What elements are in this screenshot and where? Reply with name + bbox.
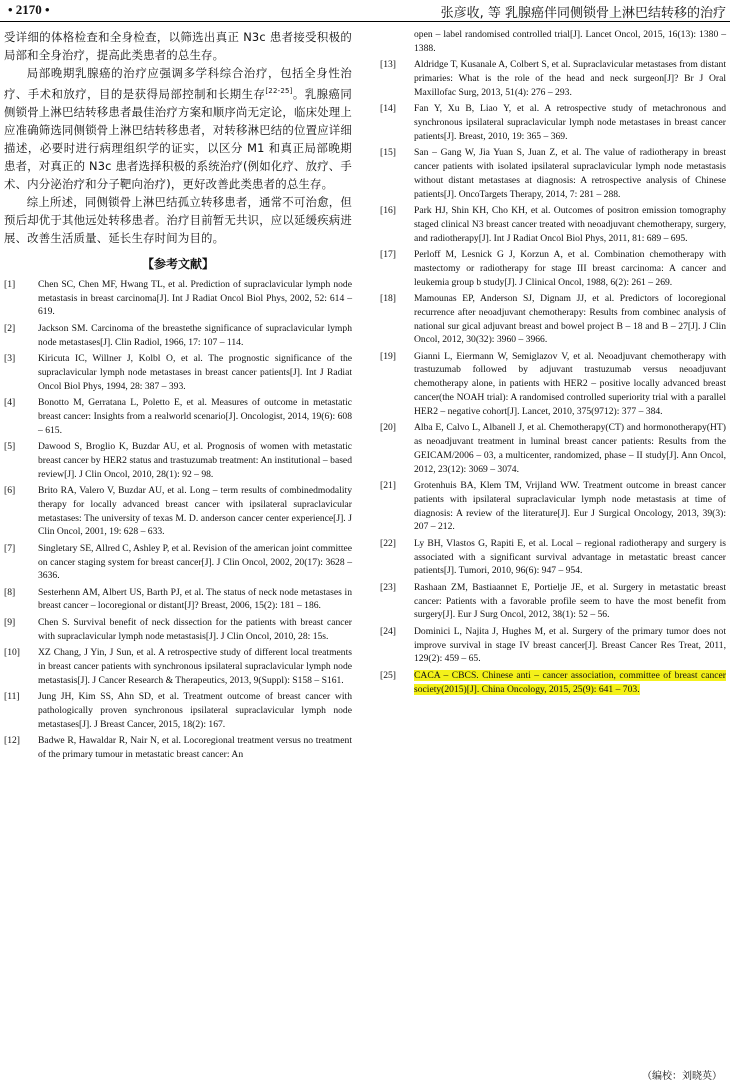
reference-text: Park HJ, Shin KH, Cho KH, et al. Outcomes of positron emission tomography staged clinical N3 breast cancer treated with neoadjuvant chemotherapy, surgery, and radiotherapy[J]. Int J Radiat Oncol Biol Phys, 2011, 81: 689 – 695. — [414, 204, 726, 244]
reference-text: Badwe R, Hawaldar R, Nair N, et al. Locoregional treatment versus no treatment of the primary tumour in metastatic breast cancer: An — [38, 735, 352, 760]
reference-item — [380, 350, 726, 419]
reference-item — [4, 352, 352, 393]
running-title: 张彦收, 等 乳腺癌伴同侧锁骨上淋巴结转移的治疗 — [440, 6, 726, 21]
reference-item — [4, 586, 352, 614]
reference-number: [13] — [380, 59, 396, 71]
reference-text: Perloff M, Lesnick G J, Korzun A, et al. Combination chemotherapy with mastectomy or radiotherapy for stage III breast carcinoma: A cancer and leukemia group b study[J]. J Clinical Oncol, 1988, 6(2): 261 – 269. — [414, 248, 726, 288]
body-paragraph-1: 受详细的体格检查和全身检查，以筛选出真正 N3c 患者接受积极的局部和全身治疗，提高此类患者的总生存。 — [4, 30, 352, 62]
reference-item — [380, 102, 726, 143]
reference-number: [15] — [380, 147, 396, 159]
reference-text: Kiricuta IC, Willner J, Kolbl O, et al. The prognostic significance of the supraclavicular lymph node metastases in breast cancer patients[J]. Int J Radiat Oncol Biol Phys, 1994, 28: 387 – 393. — [38, 352, 352, 392]
reference-item — [380, 204, 726, 245]
reference-number: [6] — [4, 484, 16, 496]
reference-item — [380, 581, 726, 622]
reference-number: [5] — [4, 440, 16, 452]
reference-text: Dominici L, Najita J, Hughes M, et al. Surgery of the primary tumor does not improve survival in stage IV breast cancer[J]. Breast Cancer Res Treat, 2011, 129(2): 459 – 65. — [414, 625, 726, 665]
reference-text: Mamounas EP, Anderson SJ, Dignam JJ, et al. Predictors of locoregional recurrence after neoadjuvant chemotherapy: Results from combinec analysis of national sur gical adjuvant breast and bowel project B – 18 and B – 27[J]. J Clin Oncol, 2012, 30(32): 3960 – 3966. — [414, 292, 726, 346]
reference-text: Rashaan ZM, Bastiaannet E, Portielje JE, et al. Surgery in metastatic breast cancer: Patients with a favorable profile seem to have the most benefit from surgery[J]. Eur J Surg Oncol, 2012, 38(1): 52 – 56. — [414, 581, 726, 621]
reference-text: Grotenhuis BA, Klem TM, Vrijland WW. Treatment outcome in breast cancer patients with ipsilateral supraclavicular lymph node metastasis at time of diagnosis: A review of the literature[J]. Eur J Surgical Oncology, 2013, 39(3): 207 – 212. — [414, 480, 726, 533]
reference-text: Ly BH, Vlastos G, Rapiti E, et al. Local – regional radiotherapy and surgery is associated with a significant survival advantage in metastatic breast cancer patients[J]. Tumori, 2010, 96(6): 947 – 954. — [414, 537, 726, 577]
citation-superscript: [22-25] — [265, 87, 293, 95]
reference-text: Jung JH, Kim SS, Ahn SD, et al. Treatment outcome of breast cancer with pathologically proven synchronous ipsilateral supraclavicular lymph node metastases[J]. J Breast Cancer, 2015, 18(2): 167. — [38, 691, 352, 730]
reference-number: [19] — [380, 350, 396, 362]
reference-continuation — [380, 28, 726, 56]
reference-item — [380, 292, 726, 347]
reference-number: [17] — [380, 248, 396, 260]
reference-number: [16] — [380, 204, 396, 216]
reference-item — [380, 58, 726, 99]
reference-text: Chen SC, Chen MF, Hwang TL, et al. Prediction of supraclavicular lymph node metastasis in breast carcinoma[J]. Int J Radiat Oncol Biol Phys, 2002, 52: 614 – 619. — [38, 278, 352, 318]
body-paragraph-2-text-b: 。乳腺癌同侧锁骨上淋巴结转移患者最佳治疗方案和顺序尚无定论，临床处理上应准确筛选同侧锁骨上淋巴结转移患者，对转移淋巴结的位置应详细描述，必要时进行病理组织学的证实，以区分 M1 和真正局部晚期患者，对真正的 N3c 患者选择积极的系统治疗(例如化疗、放疗、手术、内分泌治疗和分子靶向治疗)，更好改善此类患者的总生存。 — [4, 86, 352, 191]
reference-item — [4, 278, 352, 319]
reference-text: Singletary SE, Allred C, Ashley P, et al. Revision of the american joint committee on cancer staging system for breast cancer[J]. J Clin Oncol, 2002, 20(17): 3628 – 3636. — [38, 542, 352, 582]
references-heading: 【参考文献】 — [141, 256, 214, 271]
reference-text: Brito RA, Valero V, Buzdar AU, et al. Long – term results of combinedmodality therapy for locally advanced breast cancer with ipsilateral supraclavicular metastases: The university of texas M. D. anderson cancer center experience[J]. J Clin Oncol, 2001, 19: 628 – 633. — [38, 484, 352, 538]
reference-item — [380, 248, 726, 289]
reference-number: [14] — [380, 103, 396, 115]
reference-text: Jackson SM. Carcinoma of the breastethe significance of supraclavicular lymph node metastases[J]. Clin Radiol, 1966, 17: 107 – 114. — [38, 322, 352, 348]
reference-number: [2] — [4, 322, 16, 334]
reference-text: Gianni L, Eiermann W, Semiglazov V, et al. Neoadjuvant chemotherapy with trastuzumab followed by adjuvant trastuzumab versus neoadjuvant chemotherapy alone, in patients with HER2 – positive locally advanced breast cancer(the NOAH trial): A randomised controlled superiority trial with a parallel HER2 – negative cohort[J]. Lancet, 2010, 375(9712): 377 – 384. — [414, 350, 726, 417]
reference-item — [380, 421, 726, 476]
reference-item — [380, 479, 726, 534]
references-list-right — [380, 58, 726, 696]
reference-number: [7] — [4, 542, 16, 554]
reference-item — [4, 542, 352, 583]
reference-continuation-text: open – label randomised controlled trial[J]. Lancet Oncol, 2015, 16(13): 1380 – 1388. — [414, 29, 726, 54]
reference-item — [380, 146, 726, 201]
reference-number: [18] — [380, 292, 396, 304]
reference-item — [4, 322, 352, 350]
reference-number: [23] — [380, 581, 396, 593]
reference-item — [4, 646, 352, 687]
reference-item — [380, 625, 726, 666]
reference-number: [12] — [4, 735, 20, 747]
reference-number: [21] — [380, 480, 396, 492]
reference-item — [4, 396, 352, 437]
reference-number: [3] — [4, 352, 16, 364]
reference-item — [4, 484, 352, 539]
reference-item — [380, 537, 726, 578]
body-paragraph-3: 综上所述，同侧锁骨上淋巴结孤立转移患者，通常不可治愈，但预后却优于其他远处转移患者。治疗目前暂无共识，应以延缓疾病进展、改善生活质量、延长生存时间为目的。 — [4, 194, 352, 245]
reference-number: [8] — [4, 586, 16, 598]
reference-text: Dawood S, Broglio K, Buzdar AU, et al. Prognosis of women with metastatic breast cancer by HER2 status and trastuzumab treatment: An institutional – based review[J]. J Clin Oncol, 2010, 28(1): 92 – 98. — [38, 440, 352, 480]
reference-text: Fan Y, Xu B, Liao Y, et al. A retrospective study of metachronous and synchronous ipsilateral supraclavicular lymph node metastases in breast cancer patients[J]. Breast, 2010, 19: 365 – 369. — [414, 103, 726, 142]
reference-text: XZ Chang, J Yin, J Sun, et al. A retrospective study of different local treatments in breast cancer patients with synchronous ipsilateral supraclavicular lymph node metastasis[J]. J Cancer Research & Therapeutics, 2013, 9(Suppl): S158 – S161. — [38, 647, 352, 686]
left-column — [4, 28, 352, 764]
reference-text: Bonotto M, Gerratana L, Poletto E, et al. Measures of outcome in metastatic breast cancer: Insights from a realworld scenario[J]. Oncologist, 2014, 19(6): 608 – 615. — [38, 396, 352, 436]
reference-number: [1] — [4, 278, 16, 290]
reference-item — [4, 616, 352, 644]
header-rule — [0, 21, 730, 22]
right-column — [380, 28, 726, 699]
reference-text: CACA – CBCS. Chinese anti – cancer association, committee of breast cancer society(2015)[J]. China Oncology, 2015, 25(9): 641 – 703. — [414, 669, 726, 695]
body-paragraph-2-text-a: 局部晚期乳腺癌的治疗应强调多学科综合治疗，包括全身性治疗、手术和放疗，目的是获得局部控制和长期生存 — [4, 66, 352, 101]
reference-number: [25] — [380, 669, 396, 681]
reference-number: [22] — [380, 537, 396, 549]
page-header — [0, 0, 730, 24]
reference-text: San – Gang W, Jia Yuan S, Juan Z, et al. The value of radiotherapy in breast cancer patients with isolated ipsilateral supraclavicular lymph node metastasis without distant metastases at diagnosis: A retrospective analysis of Chinese patients[J]. OncoTargets Therapy, 2014, 7: 281 – 288. — [414, 147, 726, 200]
page-number: • 2170 • — [8, 2, 50, 17]
reference-number: [20] — [380, 422, 396, 434]
reference-text: Chen S. Survival benefit of neck dissection for the patients with breast cancer with supraclavicular lymph node metastasis[J]. J Clin Oncol, 2010, 28: 15s. — [38, 616, 352, 642]
reference-text: Alba E, Calvo L, Albanell J, et al. Chemotherapy(CT) and hormonotherapy(HT) as neoadjuvant treatment in luminal breast cancer patients: Results from the GEICAM/2006 – 03, a multicenter, randomized, phase – II study[J]. Ann Oncol, 2012, 23(12): 3069 – 3074. — [414, 422, 726, 475]
reference-text: Sesterhenn AM, Albert US, Barth PJ, et al. The status of neck node metastases in breast cancer – locoregional or distant[J]? Breast, 2006, 15(2): 181 – 186. — [38, 586, 352, 612]
reference-number: [11] — [4, 691, 20, 703]
reference-text: Aldridge T, Kusanale A, Colbert S, et al. Supraclavicular metastases from distant primaries: What is the role of the head and neck surgeon[J]? Br J Oral Maxillofac Surg, 2013, 51(4): 276 – 293. — [414, 59, 726, 98]
reference-number: [4] — [4, 396, 16, 408]
reference-item — [4, 690, 352, 731]
reference-number: [24] — [380, 625, 396, 637]
reference-item — [4, 440, 352, 481]
editor-note: （编校：刘晓英） — [642, 1071, 722, 1082]
reference-number: [9] — [4, 616, 16, 628]
reference-item — [4, 734, 352, 762]
references-list-left — [4, 278, 352, 762]
reference-item — [380, 669, 726, 697]
reference-number: [10] — [4, 647, 20, 659]
body-paragraph-2 — [4, 64, 352, 193]
